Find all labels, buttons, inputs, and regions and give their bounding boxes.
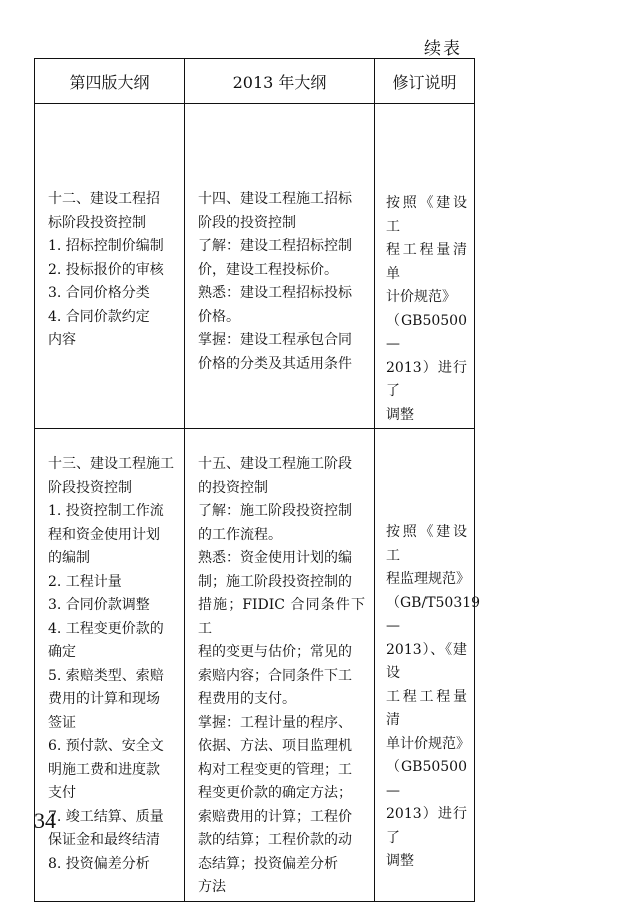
text-line: （GB/T50319—	[386, 594, 481, 634]
header-2013-outline: 2013 年大纲	[185, 59, 375, 104]
text-line: 计价规范》	[386, 289, 456, 305]
text-line: 态结算；投资偏差分析	[198, 855, 338, 872]
text-line: 按照《建设工	[386, 195, 467, 235]
text-line: 支付	[48, 785, 76, 801]
text-line: 十二、建设工程招	[48, 191, 160, 207]
text-line: 调整	[386, 406, 414, 423]
text-line: 了解：施工阶段投资控制	[198, 503, 352, 519]
text-line: 构对工程变更的管理；工	[198, 761, 352, 778]
text-line: 2. 工程计量	[48, 573, 122, 590]
text-line: 价，建设工程投标价。	[198, 261, 338, 278]
text-line: 依据、方法、项目监理机	[198, 738, 352, 754]
header-old-outline: 第四版大纲	[35, 59, 185, 104]
text-line: （GB50500—	[386, 312, 467, 352]
new-outline-cell	[185, 429, 375, 902]
outline-comparison-table	[34, 58, 481, 902]
text-line: 措施；FIDIC 合同条件下工	[198, 597, 365, 637]
page-number: 34	[34, 808, 56, 833]
text-line: 款的结算；工程价款的动	[198, 832, 352, 848]
text-line: 3. 合同价格分类	[48, 285, 150, 301]
text-line: 2013）进行了	[386, 806, 467, 846]
text-line: 程费用的支付。	[198, 691, 296, 707]
revision-note-cell	[375, 429, 481, 902]
continued-label: 续表	[424, 39, 462, 59]
text-line: 按照《建设工	[386, 524, 467, 564]
text-line: 2013）、《建设	[386, 641, 467, 681]
text-line: 掌握：建设工程承包合同	[198, 332, 352, 348]
text-line: 2013）进行了	[386, 359, 467, 399]
text-line: 保证金和最终结清	[48, 832, 160, 848]
revision-note-cell	[375, 104, 475, 429]
text-line: 的投资控制	[198, 479, 268, 496]
text-line: 1. 投资控制工作流	[48, 503, 164, 519]
text-line: 十三、建设工程施工	[48, 456, 174, 472]
text-line: 确定	[48, 644, 76, 660]
table-header-row	[35, 59, 475, 104]
text-line: 签证	[48, 714, 76, 731]
text-line: 6. 预付款、安全文	[48, 738, 164, 754]
old-outline-cell	[35, 429, 185, 902]
text-line: 工程工程量清	[386, 688, 467, 728]
text-line: 内容	[48, 332, 76, 348]
text-line: 8. 投资偏差分析	[48, 855, 150, 872]
text-line: 价格的分类及其适用条件	[198, 355, 352, 372]
header-revision-note: 修订说明	[375, 59, 475, 104]
text-line: 4. 合同价款约定	[48, 308, 150, 325]
text-line: 十五、建设工程施工阶段	[198, 456, 352, 472]
text-line: 阶段投资控制	[48, 479, 132, 496]
text-line: 制；施工阶段投资控制的	[198, 573, 352, 590]
text-line: 掌握：工程计量的程序、	[198, 714, 352, 731]
text-line: 的工作流程。	[198, 526, 282, 543]
text-line: （GB50500—	[386, 759, 467, 799]
text-line: 程和资金使用计划	[48, 526, 160, 543]
text-line: 程工程量清单	[386, 242, 467, 282]
text-line: 标阶段投资控制	[48, 214, 146, 231]
text-line: 明施工费和进度款	[48, 761, 160, 778]
text-line: 的编制	[48, 550, 90, 566]
text-line: 方法	[198, 879, 226, 895]
text-line: 熟悉：建设工程招标投标	[198, 285, 352, 301]
table-row	[35, 104, 475, 429]
text-line: 1. 招标控制价编制	[48, 238, 164, 254]
new-outline-cell	[185, 104, 375, 429]
text-line: 2. 投标报价的审核	[48, 261, 164, 278]
text-line: 程变更价款的确定方法；	[198, 785, 352, 801]
text-line: 索赔费用的计算；工程价	[198, 808, 352, 825]
text-line: 程监理规范》	[386, 571, 470, 587]
text-line: 十四、建设工程施工招标	[198, 191, 352, 207]
text-line: 7. 竣工结算、质量	[48, 808, 164, 825]
text-line: 5. 索赔类型、索赔	[48, 667, 164, 684]
text-line: 单计价规范》	[386, 735, 470, 752]
text-line: 4. 工程变更价款的	[48, 620, 164, 637]
text-line: 价格。	[198, 308, 240, 325]
old-outline-cell	[35, 104, 185, 429]
text-line: 费用的计算和现场	[48, 691, 160, 707]
table-row	[35, 429, 475, 902]
text-line: 调整	[386, 853, 414, 869]
text-line: 3. 合同价款调整	[48, 597, 150, 613]
text-line: 熟悉：资金使用计划的编	[198, 550, 352, 566]
text-line: 了解：建设工程招标控制	[198, 238, 352, 254]
text-line: 程的变更与估价；常见的	[198, 644, 352, 660]
text-line: 阶段的投资控制	[198, 214, 296, 231]
text-line: 索赔内容；合同条件下工	[198, 667, 352, 684]
